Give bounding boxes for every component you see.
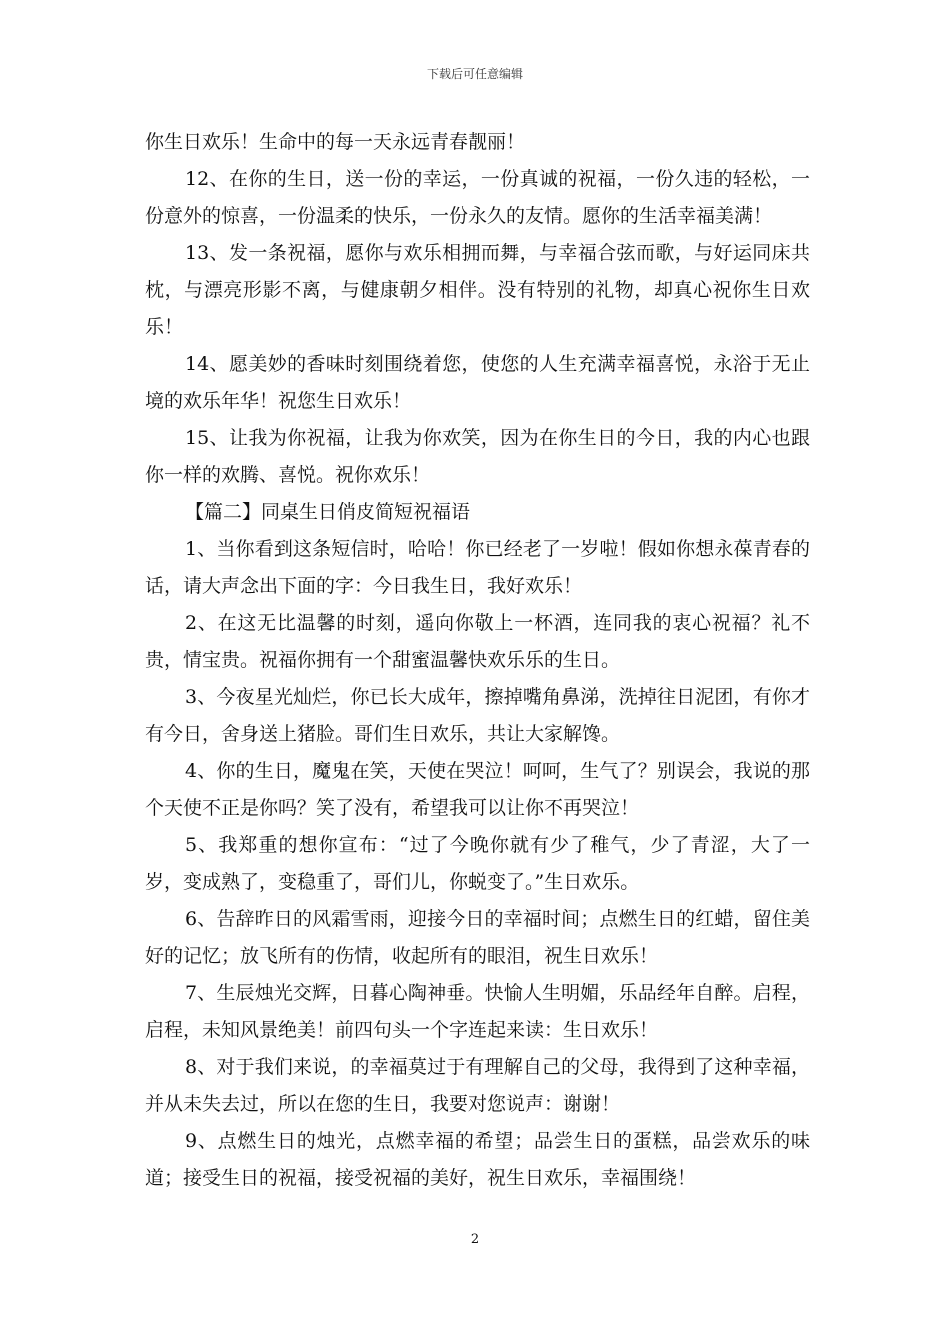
paragraph: 9、点燃生日的烛光，点燃幸福的希望；品尝生日的蛋糕，品尝欢乐的味道；接受生日的祝福，接受祝福的美好，祝生日欢乐，幸福围绕！ <box>145 1130 810 1189</box>
paragraph: 6、告辞昨日的风霜雪雨，迎接今日的幸福时间；点燃生日的红蜡，留住美好的记忆；放飞所有的伤情，收起所有的眼泪，祝生日欢乐！ <box>145 908 810 967</box>
paragraph: 5、我郑重的想你宣布：“过了今晚你就有少了稚气，少了青涩，大了一岁，变成熟了，变稳重了，哥们儿，你蜕变了。”生日欢乐。 <box>145 834 810 893</box>
paragraph: 1、当你看到这条短信时，哈哈！你已经老了一岁啦！假如你想永葆青春的话，请大声念出下面的字：今日我生日，我好欢乐！ <box>145 538 810 597</box>
paragraph: 2、在这无比温馨的时刻，遥向你敬上一杯酒，连同我的衷心祝福？礼不贵，情宝贵。祝福你拥有一个甜蜜温馨快欢乐乐的生日。 <box>145 612 810 671</box>
paragraph: 13、发一条祝福，愿你与欢乐相拥而舞，与幸福合弦而歌，与好运同床共枕，与漂亮形影不离，与健康朝夕相伴。没有特别的礼物，却真心祝你生日欢乐！ <box>145 242 810 338</box>
section-heading: 【篇二】同桌生日俏皮简短祝福语 <box>185 501 471 523</box>
paragraph: 7、生辰烛光交辉，日暮心陶神垂。快愉人生明媚，乐品经年自醉。启程，启程，未知风景绝美！前四句头一个字连起来读：生日欢乐！ <box>145 982 810 1041</box>
paragraph: 你生日欢乐！生命中的每一天永远青春靓丽！ <box>145 131 526 153</box>
paragraph: 15、让我为你祝福，让我为你欢笑，因为在你生日的今日，我的内心也跟你一样的欢腾、喜悦。祝你欢乐！ <box>145 427 810 486</box>
paragraph: 12、在你的生日，送一份的幸运，一份真诚的祝福，一份久违的轻松，一份意外的惊喜，一份温柔的快乐，一份永久的友情。愿你的生活幸福美满！ <box>145 168 810 227</box>
paragraph: 8、对于我们来说，的幸福莫过于有理解自己的父母，我得到了这种幸福，并从未失去过，所以在您的生日，我要对您说声：谢谢！ <box>145 1056 810 1115</box>
paragraph: 4、你的生日，魔鬼在笑，天使在哭泣！呵呵，生气了？别误会，我说的那个天使不正是你吗？笑了没有，希望我可以让你不再哭泣！ <box>145 760 810 819</box>
paragraph: 3、今夜星光灿烂，你已长大成年，擦掉嘴角鼻涕，洗掉往日泥团，有你才有今日，舍身送上猪脸。哥们生日欢乐，共让大家解馋。 <box>145 686 810 745</box>
paragraph: 14、愿美妙的香味时刻围绕着您，使您的人生充满幸福喜悦，永浴于无止境的欢乐年华！祝您生日欢乐！ <box>145 353 810 412</box>
document-body <box>145 124 810 1197</box>
page-header: 下载后可任意编辑 <box>426 67 523 81</box>
page-number: 2 <box>470 1232 480 1247</box>
